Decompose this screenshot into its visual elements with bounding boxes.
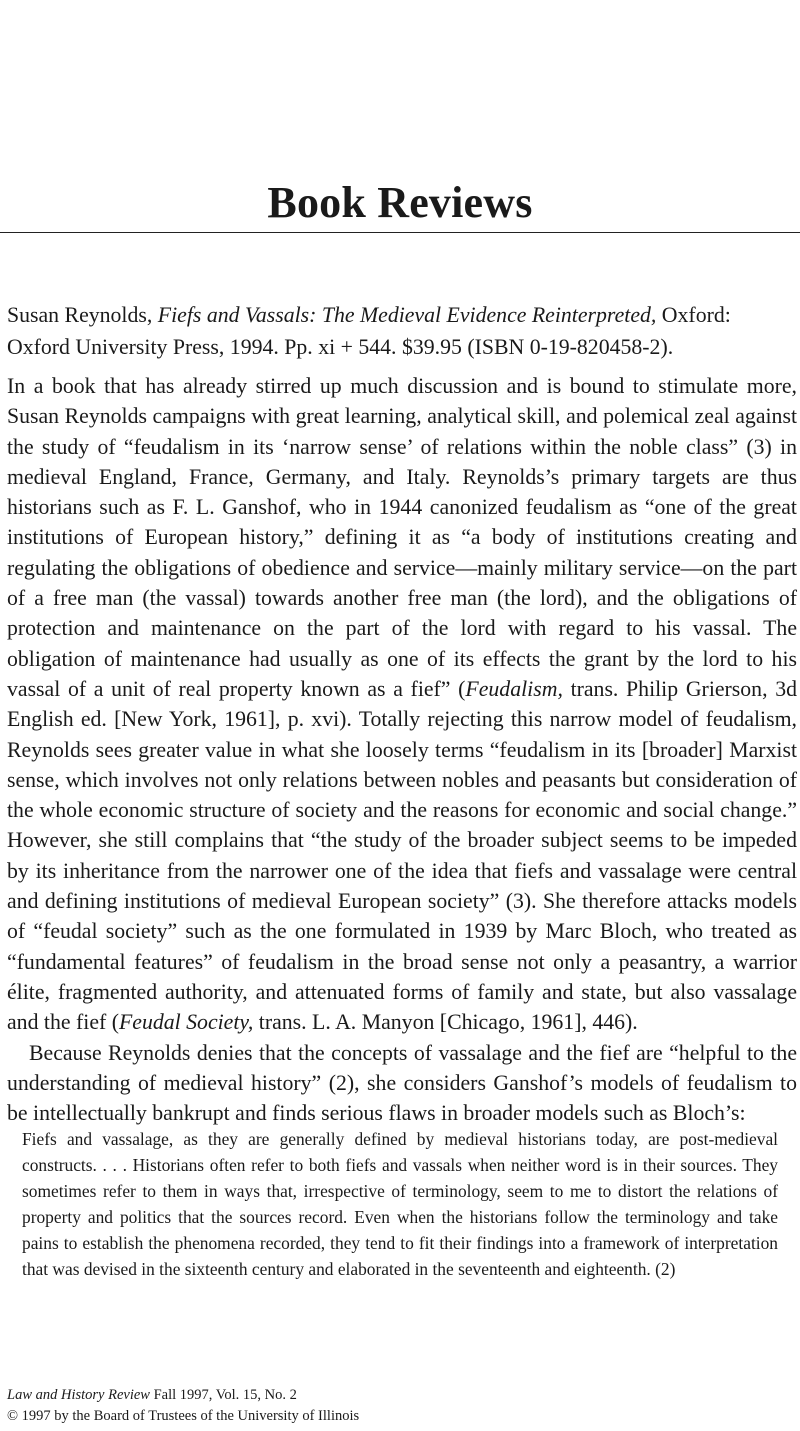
footer-copyright: © 1997 by the Board of Trustees of the University of Illinois — [7, 1408, 360, 1424]
block-quote: Fiefs and vassalage, as they are generally defined by medieval historians today, are post-medieval constructs. . . . Historians often refer to both fiefs and vassals when neither word is in their sources. They sometimes refer to them in ways that, irrespective of terminology, seem to me to distort the relations of property and politics that the sources record. Even when the historians follow the terminology and take pains to establish the phenomena recorded, they tend to fit their findings into a framework of interpretation that was devised in the sixteenth century and elaborated in the seventeenth and eighteenth. (2) — [22, 1129, 778, 1279]
footer-issue: Fall 1997, Vol. 15, No. 2 — [153, 1387, 297, 1403]
footer-journal-line — [7, 1385, 787, 1406]
citation-publication: Oxford: Oxford University Press, 1994. Pp. xi + 544. $39.95 (ISBN 0-19-820458-2). — [7, 303, 731, 359]
page-footer — [7, 1385, 787, 1427]
paragraph-1-text-a: In a book that has already stirred up much discussion and is bound to stimulate more, Susan Reynolds campaigns with great learning, analytical skill, and polemical zeal against the study of “feudalism in its ‘narrow sense’ of relations within the noble class” (3) in medieval England, France, Germany, and Italy. Reynolds’s primary targets are thus historians such as F. L. Ganshof, who in 1944 canonized feudalism as “one of the great institutions of European history,” defining it as “a body of institutions creating and regulating the obligations of obedience and service—mainly military service—on the part of a free man (the vassal) towards another free man (the lord), and the obligations of protection and maintenance on the part of the lord with regard to his vassal. The obligation of maintenance had usually as one of its effects the grant by the lord to his vassal of a unit of real property known as a fief” ( — [7, 374, 797, 701]
footer-journal-name: Law and History Review — [7, 1387, 150, 1403]
citation-author: Susan Reynolds, — [7, 303, 153, 327]
review-body — [7, 371, 797, 1128]
citation-book-title: Fiefs and Vassals: The Medieval Evidence Reinterpreted, — [157, 303, 657, 327]
paragraph-1-text-b: trans. Philip Grierson, 3d English ed. [New York, 1961], p. xvi). Totally rejecting this narrow model of feudalism, Reynolds sees greater value in what she loosely terms “feudalism in its [broader] Marxist sense, which involves not only relations between nobles and peasants but consideration of the whole economic structure of society and the reasons for economic and social change.” However, she still complains that “the study of the broader subject seems to be impeded by its inheritance from the narrower one of the idea that fiefs and vassalage were central and defining institutions of medieval European society” (3). She therefore attacks models of “feudal society” such as the one formulated in 1939 by Marc Bloch, who treated as “fundamental features” of feudalism in the broad sense not only a peasantry, a warrior élite, fragmented authority, and attenuated forms of family and state, but also vassalage and the fief ( — [7, 676, 797, 1035]
review-paragraph-1 — [7, 371, 797, 1038]
review-paragraph-2: Because Reynolds denies that the concepts of vassalage and the fief are “helpful to the understanding of medieval history” (2), she considers Ganshof’s models of feudalism to be intellectually bankrupt and finds serious flaws in broader models such as Bloch’s: — [7, 1040, 797, 1126]
paragraph-1-italic-feudalism: Feudalism, — [465, 676, 563, 701]
paragraph-1-italic-feudal-society: Feudal Society, — [118, 1010, 254, 1035]
page-title: Book Reviews — [267, 178, 533, 228]
paragraph-1-text-c: trans. L. A. Manyon [Chicago, 1961], 446). — [253, 1010, 638, 1035]
title-divider — [0, 232, 800, 233]
book-citation — [7, 299, 797, 363]
